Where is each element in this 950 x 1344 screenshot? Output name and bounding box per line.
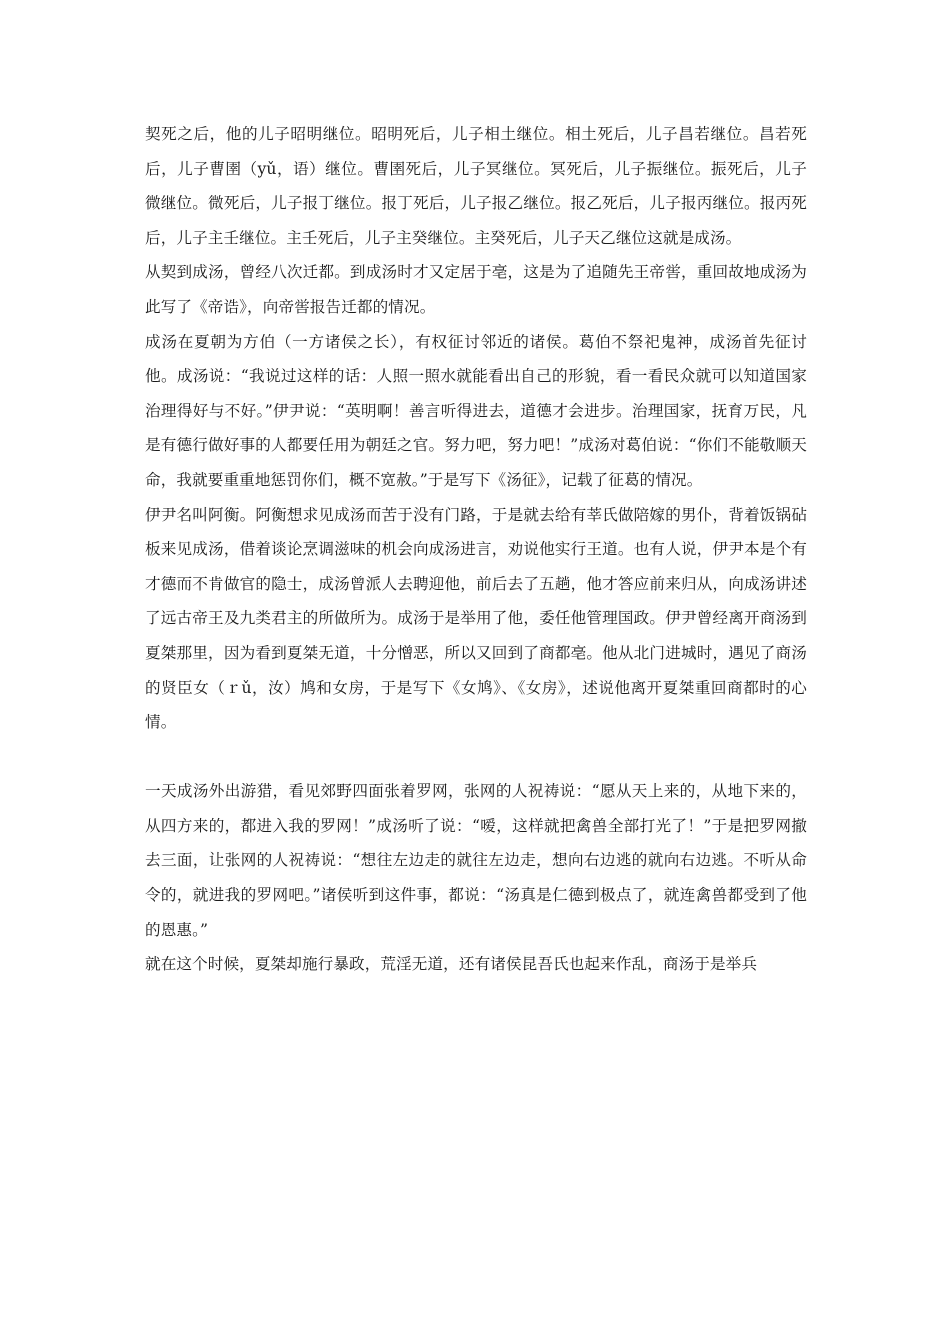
paragraph-yi-yin: 伊尹名叫阿衡。阿衡想求见成汤而苦于没有门路，于是就去给有莘氏做陪嫁的男仆，背着饭锅砧板来见成汤，借着谈论烹调滋味的机会向成汤进言，劝说他实行王道。也有人说，伊尹本是个有才德而不肯做官的隐士，成汤曾派人去聘迎他，前后去了五趟，他才答应前来归从，向成汤讲述了远古帝王及九类君主的所做所为。成汤于是举用了他，委任他管理国政。伊尹曾经离开商汤到夏桀那里，因为看到夏桀无道，十分憎恶，所以又回到了商都亳。他从北门进城时，遇见了商汤的贤臣女（ｒǔ，汝）鸠和女房，于是写下《女鸠》、《女房》，述说他离开夏桀重回商都时的心情。 bbox=[145, 505, 807, 732]
paragraph-succession: 契死之后，他的儿子昭明继位。昭明死后，儿子相土继位。相土死后，儿子昌若继位。昌若死后，儿子曹圉（yǔ，语）继位。曹圉死后，儿子冥继位。冥死后，儿子振继位。振死后，儿子微继位。微死后，儿子报丁继位。报丁死后，儿子报乙继位。报乙死后，儿子报丙继位。报丙死后，儿子主壬继位。主壬死后，儿子主癸继位。主癸死后，儿子天乙继位这就是成汤。 bbox=[145, 125, 807, 247]
paragraph-conquest-of-ge: 成汤在夏朝为方伯（一方诸侯之长），有权征讨邻近的诸侯。葛伯不祭祀鬼神，成汤首先征讨他。成汤说：“我说过这样的话：人照一照水就能看出自己的形貌，看一看民众就可以知道国家治理得好与不好。”伊尹说：“英明啊！善言听得进去，道德才会进步。治理国家，抚育万民，凡是有德行做好事的人都要任用为朝廷之官。努力吧，努力吧！”成汤对葛伯说：“你们不能敬顺天命，我就要重重地惩罚你们，概不宽赦。”于是写下《汤征》，记载了征葛的情况。 bbox=[145, 332, 807, 489]
paragraph-capital-moves: 从契到成汤，曾经八次迁都。到成汤时才又定居于亳，这是为了追随先王帝喾，重回故地成汤为此写了《帝诰》，向帝喾报告迁都的情况。 bbox=[145, 263, 807, 316]
paragraph-gap bbox=[145, 740, 807, 775]
paragraph-hunting-nets: 一天成汤外出游猎，看见郊野四面张着罗网，张网的人祝祷说：“愿从天上来的，从地下来的，从四方来的，都进入我的罗网！”成汤听了说：“嗳，这样就把禽兽全部打光了！”于是把罗网撤去三面，让张网的人祝祷说：“想往左边走的就往左边走，想向右边逃的就向右边逃。不听从命令的，就进我的罗网吧。”诸侯听到这件事，都说：“汤真是仁德到极点了，就连禽兽都受到了他的恩惠。” bbox=[145, 782, 807, 939]
paragraph-xia-jie: 就在这个时候，夏桀却施行暴政，荒淫无道，还有诸侯昆吾氏也起来作乱，商汤于是举兵 bbox=[145, 955, 758, 974]
document-body bbox=[145, 117, 807, 982]
